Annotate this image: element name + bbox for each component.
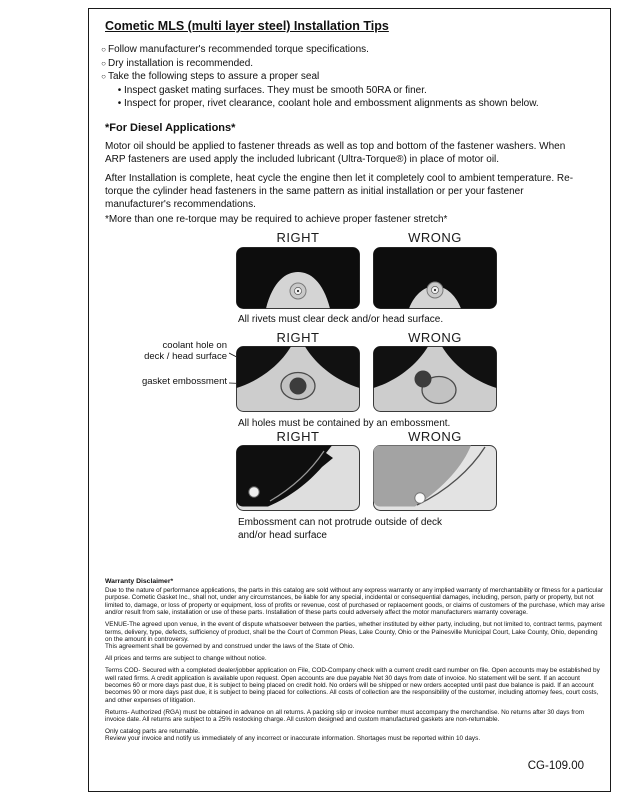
fig3-caption: Embossment can not protrude outside of deck and/or head surface — [238, 517, 443, 541]
rivet-clearance-right-svg — [236, 247, 360, 309]
list-item — [99, 71, 591, 83]
list-item — [99, 44, 591, 56]
page-title: Cometic MLS (multi layer steel) Installation Tips — [105, 19, 389, 33]
bullet-text: Dry installation is recommended. — [108, 57, 254, 69]
bolt-hole — [415, 493, 425, 503]
coolant-hole — [290, 378, 307, 395]
rivet-clearance-wrong-svg — [373, 247, 497, 309]
warranty-disclaimer-body — [105, 587, 605, 747]
embossment-protrusion-right-diagram — [236, 445, 360, 511]
catalog-page-code: CG-109.00 — [527, 760, 584, 772]
embossment-containment-right-diagram — [236, 346, 360, 412]
circle-bullet-icon: ○ — [101, 45, 106, 54]
bullet-text: Follow manufacturer's recommended torque specifications. — [108, 44, 369, 55]
fig1-wrong-label: WRONG — [408, 230, 462, 245]
warranty-disclaimer-heading: Warranty Disclaimer* — [105, 578, 174, 585]
disclaimer-paragraph: Only catalog parts are returnable. — [105, 728, 200, 735]
embossment-containment-wrong-diagram — [373, 346, 497, 412]
fig2-caption: All holes must be contained by an embossment. — [238, 418, 451, 429]
coolant-hole-label: coolant hole on deck / head surface — [144, 340, 227, 362]
circle-bullet-icon: ○ — [101, 72, 106, 81]
list-item — [115, 98, 591, 110]
rivet-clearance-wrong-diagram — [373, 247, 497, 309]
diesel-paragraph-1: Motor oil should be applied to fastener threads as well as top and bottom of the fastener washers. When ARP fasteners are used apply the included lubricant (Ultra-Torque®) in place of motor oil. — [105, 141, 566, 165]
fig2-right-label: RIGHT — [276, 330, 320, 345]
diesel-paragraph-2: After Installation is complete, heat cycle the engine then let it completely cool to ambient temperature. Re-torque the cylinder head fasteners in the same pattern as initial installation or per your fastener manufacturer's recommendations. — [105, 173, 574, 210]
list-item — [99, 58, 591, 70]
bullet-text: Inspect for proper, rivet clearance, coolant hole and embossment alignments as shown below. — [124, 98, 539, 109]
dot-bullet-icon: • — [117, 84, 122, 96]
fig3-right-label: RIGHT — [276, 429, 320, 444]
fig2-wrong-label: WRONG — [408, 330, 462, 345]
disclaimer-paragraph: All prices and terms are subject to change without notice. — [105, 655, 267, 663]
bullet-text: Take the following steps to assure a proper seal — [108, 71, 320, 82]
page-border-frame — [88, 8, 611, 792]
fig1-caption: All rivets must clear deck and/or head surface. — [238, 314, 444, 325]
embossment-protrusion-wrong-svg — [373, 445, 497, 511]
diesel-applications-heading: *For Diesel Applications* — [105, 122, 236, 134]
rivet-clearance-right-diagram — [236, 247, 360, 309]
embossment-protrusion-wrong-diagram — [373, 445, 497, 511]
embossment-containment-right-svg — [236, 346, 360, 412]
dot-bullet-icon: • — [117, 98, 122, 109]
disclaimer-paragraph: Returns- Authorized (RGA) must be obtained in advance on all returns. A packing slip or invoice number must accompany the merchandise. No returns after 30 days from invoice date. All returns are subject to a 25% restocking charge. All custom designed and custom manufactured gaskets are non-returnable. — [105, 708, 585, 724]
disclaimer-paragraph: Due to the nature of performance applications, the parts in this catalog are sold without any express warranty or any implied warranty of merchantability or fitness for a particular purpose. Cometic Gasket Inc., shall not, under any circumstances, be liable for any special, incidental or consequential damages, including, person, party or property, but not limited to, damage, or loss of property or equipment, loss of profits or revenue, cost of purchased or replacement goods, or claims of customers of the purchase, which may arise and/or result from sale, installation or use of these parts. Installation of these parts could adversely affect the motor manufacturers warranty coverage. — [105, 587, 605, 617]
disclaimer-paragraph: Terms COD- Secured with a completed dealer/jobber application on File, COD-Company check with a current credit card number on file. Open accounts may be established by well rated firms. A credit application is available upon request. Open accounts are due payable Net 30 days from date of invoice. No statement will be sent. If an account becomes 60 or more days past due, it is subject to being placed on credit hold. No orders will be shipped or new orders accepted until past due balance is paid. If an account becomes 90 or more days past due, it is subject to being placed for collections. All costs of collection are the responsibility of the customer, including attorney fees, court costs, and other expenses of litigation. — [105, 667, 600, 704]
disclaimer-paragraph: This agreement shall be governed by and construed under the laws of the State of Ohio. — [105, 643, 355, 651]
bullet-text: Inspect gasket mating surfaces. They must be smooth 50RA or finer. — [124, 84, 427, 96]
embossment-containment-wrong-svg — [373, 346, 497, 412]
fig3-wrong-label: WRONG — [408, 429, 462, 444]
circle-bullet-icon: ○ — [101, 58, 106, 68]
fig1-right-label: RIGHT — [276, 230, 320, 245]
disclaimer-paragraph: Review your invoice and notify us immediately of any incorrect or inaccurate information. Shortages must be reported within 10 days. — [105, 735, 481, 743]
tips-bullet-list — [99, 44, 591, 112]
coolant-hole — [415, 371, 432, 388]
retorque-note: *More than one re-torque may be required to achieve proper fastener stretch* — [105, 214, 448, 225]
disclaimer-paragraph: VENUE-The agreed upon venue, in the event of dispute whatsoever between the parties, whether instituted by either party, including, but not limited to, contract terms, payment terms, delivery, type, defects, sufficiency of product, shall be the Court of Common Pleas, Lake County, Ohio or the Painesville Municipal Court, Lake County, Ohio, depending on the amount in controversy. — [105, 621, 602, 643]
list-item — [115, 85, 591, 97]
gasket-embossment-label: gasket embossment — [141, 376, 227, 387]
embossment-protrusion-right-svg — [236, 445, 360, 511]
bolt-hole — [249, 487, 259, 497]
